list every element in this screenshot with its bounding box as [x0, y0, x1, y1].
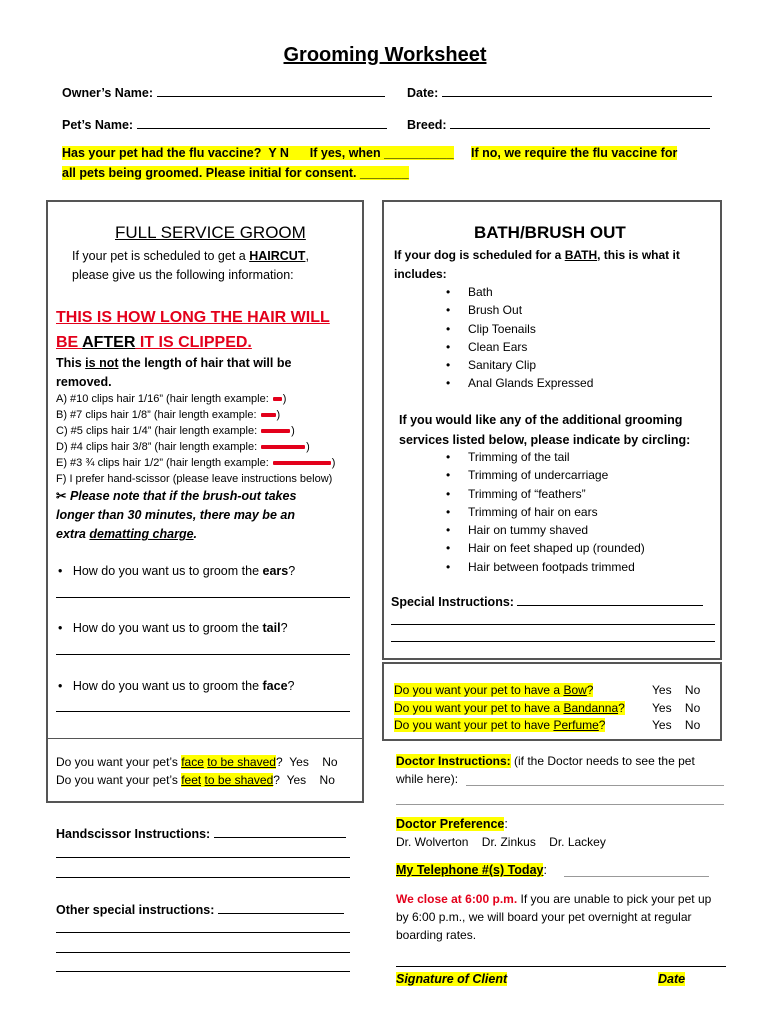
signature-line[interactable] [396, 966, 726, 967]
date-field[interactable] [407, 84, 712, 100]
special-line-2[interactable] [391, 624, 715, 625]
other-line-2[interactable] [56, 932, 350, 933]
date-line[interactable] [442, 84, 712, 97]
closing-notice: We close at 6:00 p.m. If you are unable to pick your pet up by 6:00 p.m., we will board your pet overnight at regular boarding rates. [396, 892, 712, 942]
special-instructions-label: Special Instructions: [391, 595, 514, 609]
clip-options [56, 391, 356, 487]
other-line-3[interactable] [56, 952, 350, 953]
clip-close-paren: ) [282, 393, 287, 405]
bow-no[interactable]: No [684, 683, 701, 697]
additional-service-item[interactable]: • Hair on feet shaped up (rounded) [446, 539, 645, 557]
clip-option-hand-scissor[interactable]: F) I prefer hand-scissor (please leave instructions below) [56, 473, 333, 485]
flu-question [62, 146, 677, 160]
tail-answer-line[interactable] [56, 654, 350, 655]
shave-feet-yes[interactable]: Yes [286, 773, 307, 787]
shave-face-row: Do you want your pet’s face to be shaved? Yes No [56, 755, 338, 769]
clip-option-text: B) #7 clips hair 1/8” (hair length example: [56, 409, 257, 421]
telephone-label: My Telephone #(s) Today [396, 863, 544, 877]
handscissor-field[interactable] [56, 825, 346, 841]
clip-length-warning: THIS IS HOW LONG THE HAIR WILL BE AFTER IT IS CLIPPED. [56, 309, 330, 351]
bullet-icon: • [58, 564, 63, 578]
clip-close-paren: ) [306, 441, 310, 453]
date-label: Date: [407, 86, 439, 100]
doctor-options[interactable]: Dr. Wolverton Dr. Zinkus Dr. Lackey [396, 835, 606, 849]
accessories-yes-no [652, 682, 700, 735]
additional-service-item[interactable]: • Hair on tummy shaved [446, 521, 645, 539]
shave-face-yes[interactable]: Yes [289, 755, 309, 769]
doctor-preference-label: Doctor Preference: [396, 817, 508, 831]
bath-heading: BATH/BRUSH OUT [474, 223, 626, 242]
doctor-instructions: Doctor Instructions: (if the Doctor needs to see the pet while here): [396, 754, 695, 786]
clip-close-paren: ) [331, 457, 336, 469]
flu-when-blank[interactable]: __________ [384, 146, 454, 160]
owner-name-line[interactable] [157, 84, 385, 97]
clip-option[interactable] [56, 391, 356, 407]
signature-label: Signature of Client [396, 972, 508, 986]
full-service-divider [46, 738, 364, 739]
clip-option-text: E) #3 ¾ clips hair 1/2” (hair length example: [56, 457, 269, 469]
additional-service-item[interactable]: • Trimming of hair on ears [446, 503, 645, 521]
question-tail: • How do you want us to groom the tail? [58, 621, 288, 635]
perfume-row: Do you want your pet to have Perfume? [394, 718, 606, 732]
bath-include-item: • Clip Toenails [446, 320, 593, 338]
special-instructions-line[interactable] [517, 593, 703, 606]
shave-feet-row: Do you want your pet’s feet to be shaved? Yes No [56, 773, 335, 787]
face-answer-line[interactable] [56, 711, 350, 712]
handscissor-line-2[interactable] [56, 857, 350, 858]
flu-when-label: If yes, when [309, 146, 381, 160]
full-service-heading: FULL SERVICE GROOM [115, 223, 306, 242]
additional-service-item[interactable]: • Trimming of the tail [446, 448, 645, 466]
bandanna-row: Do you want your pet to have a Bandanna? [394, 700, 625, 715]
owner-name-label: Owner’s Name: [62, 86, 154, 100]
bath-intro: If your dog is scheduled for a BATH, this is what it includes: [394, 248, 680, 281]
other-instructions-label: Other special instructions: [56, 903, 215, 917]
question-face: • How do you want us to groom the face? [58, 679, 295, 693]
perfume-yes[interactable]: Yes [652, 718, 672, 732]
clip-option-text: D) #4 clips hair 3/8” (hair length example: [56, 441, 258, 453]
bullet-icon: • [58, 621, 63, 635]
clip-close-paren: ) [276, 409, 281, 421]
owner-name-field[interactable] [62, 84, 385, 100]
other-line-4[interactable] [56, 971, 350, 972]
clip-option[interactable] [56, 407, 356, 423]
clip-close-paren: ) [291, 425, 295, 437]
bath-include-item: • Bath [446, 283, 593, 301]
bath-include-item: • Sanitary Clip [446, 356, 593, 374]
hair-length-bar [273, 461, 331, 465]
bullet-icon: • [58, 679, 63, 693]
clip-option[interactable] [56, 439, 356, 455]
clip-option[interactable] [56, 423, 356, 439]
perfume-no[interactable]: No [684, 718, 701, 732]
question-ears: • How do you want us to groom the ears? [58, 564, 296, 578]
other-instructions-line[interactable] [218, 901, 344, 914]
shave-questions [56, 753, 338, 789]
bath-includes-list [446, 283, 593, 393]
accessories-questions [394, 682, 625, 735]
haircut-word: HAIRCUT [249, 249, 306, 263]
pet-name-field[interactable] [62, 116, 387, 132]
additional-services-list [446, 448, 645, 576]
full-service-intro: If your pet is scheduled to get a HAIRCUT, please give us the following information: [72, 249, 309, 282]
additional-service-item[interactable]: • Trimming of “feathers” [446, 485, 645, 503]
ears-answer-line[interactable] [56, 597, 350, 598]
page-title: Grooming Worksheet [283, 44, 487, 66]
bow-row: Do you want your pet to have a Bow? [394, 683, 594, 697]
bath-include-item: • Clean Ears [446, 338, 593, 356]
telephone-line[interactable] [564, 876, 709, 877]
dematting-note: ✂ Please note that if the brush-out takes longer than 30 minutes, there may be an extra dematting charge. [56, 489, 297, 541]
bow-yes[interactable]: Yes [652, 683, 672, 697]
scissors-icon: ✂ [56, 489, 67, 503]
additional-service-item[interactable]: • Hair between footpads trimmed [446, 558, 645, 576]
shave-face-no[interactable]: No [322, 755, 338, 769]
shave-feet-no[interactable]: No [319, 773, 335, 787]
flu-if-no-text: If no, we require the flu vaccine for [471, 146, 678, 160]
additional-services-intro: If you would like any of the additional grooming services listed below, please indicate by circling: [399, 413, 691, 447]
hair-length-bar [261, 445, 305, 449]
bandanna-no[interactable]: No [684, 700, 701, 715]
breed-line[interactable] [450, 116, 710, 129]
handscissor-line-3[interactable] [56, 877, 350, 878]
doctor-instructions-label: Doctor Instructions: [396, 754, 511, 768]
bandanna-yes[interactable]: Yes [652, 700, 672, 715]
flu-consent [62, 166, 409, 180]
bath-include-item: • Brush Out [446, 301, 593, 319]
doctor-instructions-line-2[interactable] [396, 804, 724, 805]
pet-name-label: Pet’s Name: [62, 118, 134, 132]
handscissor-label: Handscissor Instructions: [56, 827, 211, 841]
clip-option-text: C) #5 clips hair 1/4” (hair length example: [56, 425, 258, 437]
clip-option[interactable] [56, 455, 356, 471]
flu-yes-no[interactable]: Y N [268, 146, 289, 160]
hair-length-bar [273, 397, 282, 401]
breed-field[interactable] [407, 116, 710, 132]
handscissor-line[interactable] [214, 825, 346, 838]
doctor-instructions-line-1[interactable] [466, 785, 724, 786]
clip-option-text: A) #10 clips hair 1/16” (hair length example: [56, 393, 269, 405]
closing-time: We close at 6:00 p.m. [396, 892, 518, 906]
telephone-field[interactable]: My Telephone #(s) Today: [396, 863, 547, 877]
additional-service-item[interactable]: • Trimming of undercarriage [446, 466, 645, 484]
special-instructions-field[interactable] [391, 593, 703, 609]
signature-date-label: Date [658, 972, 686, 986]
clip-length-note: This is not the length of hair that will be removed. [56, 356, 292, 389]
flu-consent-text: all pets being groomed. Please initial for consent. [62, 166, 357, 180]
bath-word: BATH [564, 248, 598, 262]
flu-consent-initial[interactable]: _______ [360, 166, 409, 180]
flu-question-text: Has your pet had the flu vaccine? [62, 146, 262, 160]
hair-length-bar [261, 429, 290, 433]
breed-label: Breed: [407, 118, 447, 132]
hair-length-bar [261, 413, 276, 417]
special-line-3[interactable] [391, 641, 715, 642]
pet-name-line[interactable] [137, 116, 387, 129]
other-instructions-field[interactable] [56, 901, 344, 917]
bath-include-item: • Anal Glands Expressed [446, 374, 593, 392]
